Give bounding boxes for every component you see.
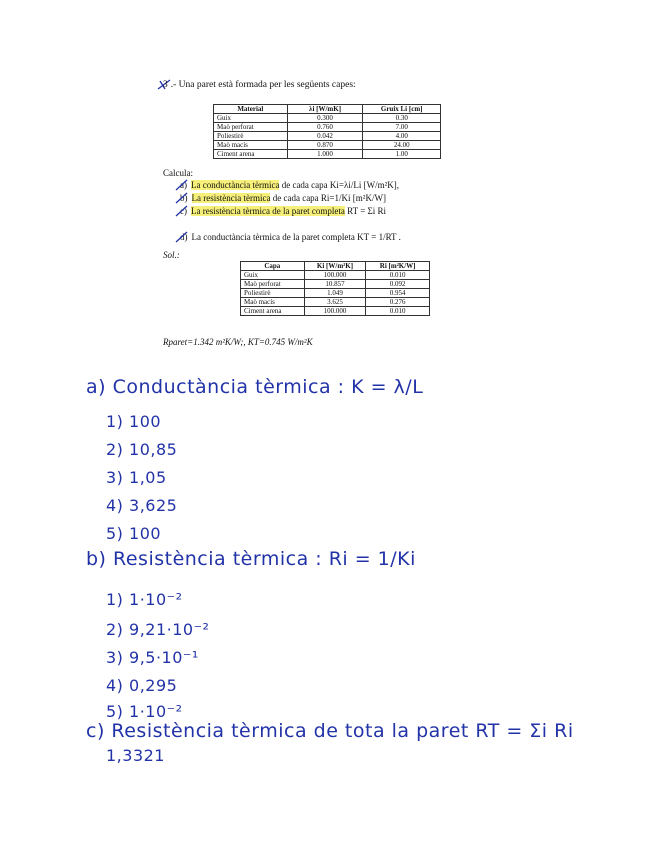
table-header: Gruix Li [cm] <box>363 105 441 114</box>
task-letter: c) <box>180 206 187 216</box>
table-header: Material <box>214 105 288 114</box>
table-row <box>214 132 441 141</box>
sol-label: Sol.: <box>163 250 180 260</box>
table-cell: 100.000 <box>304 271 366 280</box>
task-letter: d) <box>180 232 188 242</box>
table-cell: 100.000 <box>304 307 366 316</box>
task-d <box>180 232 401 242</box>
task-a <box>180 180 399 190</box>
hand-value-b3: 3) 9,5·10⁻¹ <box>106 648 199 667</box>
table-cell: Ciment arena <box>214 150 288 159</box>
table-row <box>241 289 430 298</box>
table-cell: Poliestirè <box>241 289 305 298</box>
problem-statement: .- Una paret està formada per les següents capes: <box>170 80 356 90</box>
result-line: Rparet=1.342 m²K/W;, KT=0.745 W/m²K <box>163 337 313 347</box>
table-cell: 0.30 <box>363 114 441 123</box>
task-highlight: La resistència tèrmica de la paret completa <box>191 206 345 216</box>
task-text: de cada capa Ri=1/Ki [m²K/W] <box>270 193 386 203</box>
table-cell: 0.042 <box>287 132 363 141</box>
table-header-row <box>214 105 441 114</box>
hand-value-b5: 5) 1·10⁻² <box>106 702 183 721</box>
strike-mark-b <box>174 191 190 205</box>
table-cell: Maò macís <box>214 141 288 150</box>
hand-value-b1: 1) 1·10⁻² <box>106 590 183 609</box>
hand-heading-a: a) Conductància tèrmica : K = λ/L <box>86 376 424 398</box>
problem-number: 3 <box>163 80 168 90</box>
hand-heading-c: c) Resistència tèrmica de tota la paret RT = Σi Ri <box>86 720 574 742</box>
table-cell: 10.857 <box>304 280 366 289</box>
table-cell: 24.00 <box>363 141 441 150</box>
hand-value-a1: 1) 100 <box>106 412 162 431</box>
hand-value-a4: 4) 3,625 <box>106 496 178 515</box>
table-cell: Maò macís <box>241 298 305 307</box>
table-cell: Maò perforat <box>241 280 305 289</box>
table-row <box>241 307 430 316</box>
table-cell: 3.625 <box>304 298 366 307</box>
table-cell: 0.954 <box>366 289 430 298</box>
table-cell: 0.010 <box>366 271 430 280</box>
hand-value-a2: 2) 10,85 <box>106 440 178 459</box>
hand-value-a5: 5) 100 <box>106 524 162 543</box>
table-cell: Maò perforat <box>214 123 288 132</box>
table-cell: Ciment arena <box>241 307 305 316</box>
table-row <box>241 298 430 307</box>
table-header: Capa <box>241 262 305 271</box>
table-header-row <box>241 262 430 271</box>
table-row <box>214 141 441 150</box>
solution-table <box>240 261 430 316</box>
table-header: Ri [m²K/W] <box>366 262 430 271</box>
table-cell: 1.00 <box>363 150 441 159</box>
table-row <box>214 150 441 159</box>
hand-value-b2: 2) 9,21·10⁻² <box>106 620 210 639</box>
materials-table <box>213 104 441 159</box>
hand-heading-b: b) Resistència tèrmica : Ri = 1/Ki <box>86 548 416 570</box>
table-row <box>241 271 430 280</box>
table-cell: 0.010 <box>366 307 430 316</box>
table-row <box>241 280 430 289</box>
problem-title <box>163 80 356 90</box>
hand-value-a3: 3) 1,05 <box>106 468 167 487</box>
table-header: Ki [W/m²K] <box>304 262 366 271</box>
task-highlight: La conductància tèrmica <box>191 180 280 190</box>
table-header: λi [W/mK] <box>287 105 363 114</box>
task-letter: b) <box>180 193 188 203</box>
task-highlight: La resistència tèrmica <box>191 193 271 203</box>
table-cell: 0.300 <box>287 114 363 123</box>
table-cell: 1.000 <box>287 150 363 159</box>
table-cell: 4.00 <box>363 132 441 141</box>
task-c <box>180 206 386 216</box>
table-cell: 0.870 <box>287 141 363 150</box>
strike-mark-a <box>174 178 190 192</box>
table-row <box>214 114 441 123</box>
table-cell: 1.049 <box>304 289 366 298</box>
task-letter: a) <box>180 180 187 190</box>
table-cell: Guix <box>241 271 305 280</box>
calcula-label: Calcula: <box>163 168 193 178</box>
table-cell: 7.00 <box>363 123 441 132</box>
table-row <box>214 123 441 132</box>
hand-value-b4: 4) 0,295 <box>106 676 178 695</box>
table-cell: Guix <box>214 114 288 123</box>
task-b <box>180 193 386 203</box>
table-cell: 0.760 <box>287 123 363 132</box>
hand-value-c: 1,3321 <box>106 746 165 765</box>
table-cell: 0.276 <box>366 298 430 307</box>
task-text: de cada capa Ki=λi/Li [W/m²K], <box>279 180 400 190</box>
strike-mark-d <box>174 230 190 244</box>
task-text: RT = Σi Ri <box>344 206 387 216</box>
table-cell: Poliestirè <box>214 132 288 141</box>
task-text: La conductància tèrmica de la paret completa KT = 1/RT . <box>191 232 401 242</box>
table-cell: 0.092 <box>366 280 430 289</box>
strike-mark-c <box>174 204 190 218</box>
